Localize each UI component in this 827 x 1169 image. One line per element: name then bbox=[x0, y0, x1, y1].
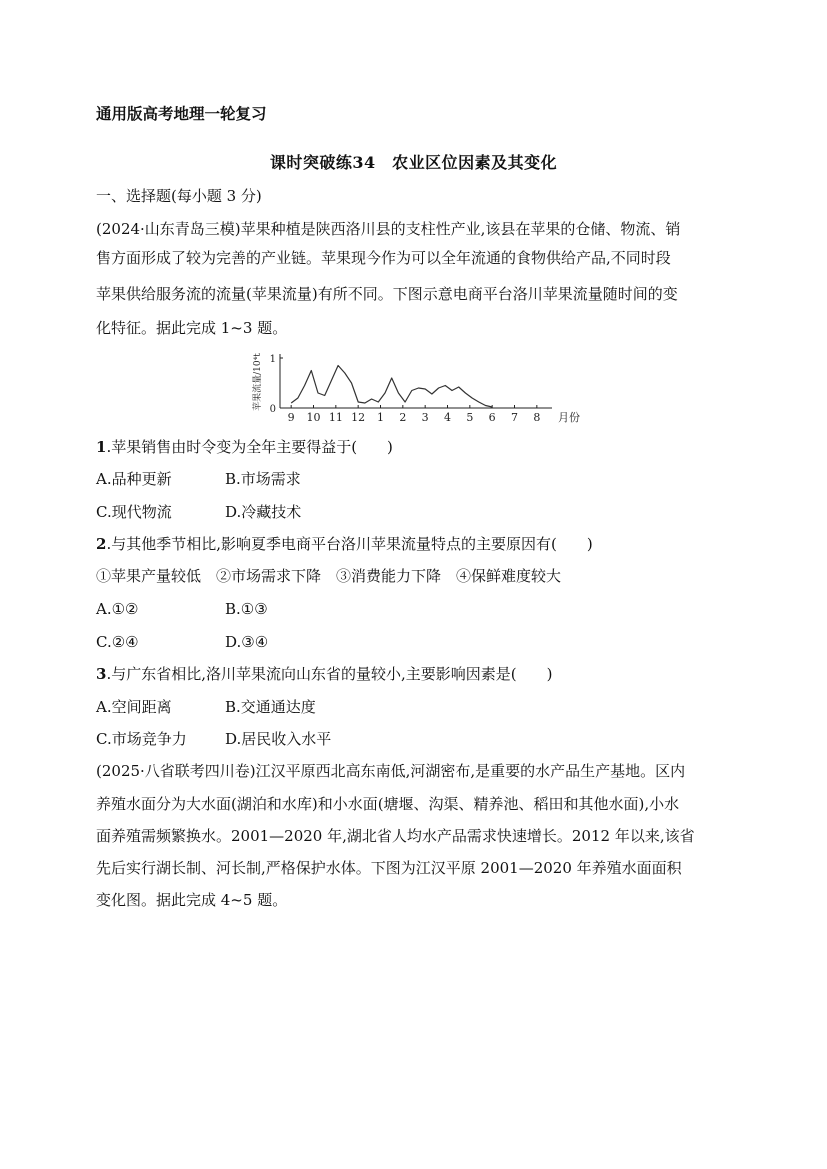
x-tick-label: 2 bbox=[399, 411, 407, 424]
passage2-line: 先后实行湖长制、河长制,严格保护水体。下图为江汉平原 2001—2020 年养殖水面面积 bbox=[96, 859, 682, 877]
question-stem: .与广东省相比,洛川苹果流向山东省的量较小,主要影响因素是( ) bbox=[106, 665, 553, 683]
question-number: 2 bbox=[96, 535, 107, 553]
x-tick-label: 10 bbox=[306, 411, 321, 424]
question-1 bbox=[96, 437, 393, 457]
passage1-line: 苹果供给服务流的流量(苹果流量)有所不同。下图示意电商平台洛川苹果流量随时间的变 bbox=[96, 285, 678, 303]
option-c: C.②④ bbox=[96, 633, 139, 651]
question-3 bbox=[96, 664, 552, 684]
x-axis-label: 月份 bbox=[558, 411, 580, 424]
passage1-line: (2024·山东青岛三模)苹果种植是陕西洛川县的支柱性产业,该县在苹果的仓储、物流、销 bbox=[96, 220, 681, 238]
y-tick-label: 1 bbox=[269, 354, 276, 365]
y-axis-label: 苹果流量/10⁴t bbox=[253, 353, 263, 411]
series-line bbox=[291, 366, 492, 408]
x-tick-label: 11 bbox=[328, 411, 343, 424]
question-2 bbox=[96, 534, 593, 554]
option-b: B.①③ bbox=[225, 600, 268, 618]
option-a: A.品种更新 bbox=[96, 470, 172, 488]
x-tick-label: 7 bbox=[511, 411, 518, 424]
question-stem: .与其他季节相比,影响夏季电商平台洛川苹果流量特点的主要原因有( ) bbox=[106, 535, 593, 553]
x-tick-label: 12 bbox=[351, 411, 366, 424]
passage2-line: 养殖水面分为大水面(湖泊和水库)和小水面(塘堰、沟渠、精养池、稻田和其他水面),小水 bbox=[96, 795, 680, 813]
passage2-line: (2025·八省联考四川卷)江汉平原西北高东南低,河湖密布,是重要的水产品生产基地。区内 bbox=[96, 762, 686, 780]
option-d: D.冷藏技术 bbox=[225, 503, 302, 521]
question-number: 3 bbox=[96, 665, 107, 683]
option-c: C.市场竞争力 bbox=[96, 730, 187, 748]
passage1-line: 售方面形成了较为完善的产业链。苹果现今作为可以全年流通的食物供给产品,不同时段 bbox=[96, 249, 671, 267]
apple-flow-chart bbox=[250, 350, 580, 430]
option-c: C.现代物流 bbox=[96, 503, 172, 521]
option-a: A.空间距离 bbox=[96, 698, 172, 716]
option-b: B.市场需求 bbox=[225, 470, 301, 488]
option-b: B.交通通达度 bbox=[225, 698, 316, 716]
page-title: 课时突破练34 农业区位因素及其变化 bbox=[269, 153, 558, 172]
question-2-items: ①苹果产量较低 ②市场需求下降 ③消费能力下降 ④保鲜难度较大 bbox=[96, 567, 562, 585]
x-tick-label: 3 bbox=[421, 411, 429, 424]
option-d: D.③④ bbox=[225, 633, 269, 651]
x-tick-label: 6 bbox=[488, 411, 496, 424]
passage2-line: 变化图。据此完成 4~5 题。 bbox=[96, 891, 288, 909]
x-tick-label: 9 bbox=[287, 411, 295, 424]
x-tick-label: 5 bbox=[466, 411, 474, 424]
section-heading: 一、选择题(每小题 3 分) bbox=[96, 187, 262, 205]
y-tick-label: 0 bbox=[269, 404, 276, 415]
passage1-line: 化特征。据此完成 1~3 题。 bbox=[96, 319, 288, 337]
question-number: 1 bbox=[96, 438, 107, 456]
question-stem: .苹果销售由时令变为全年主要得益于( ) bbox=[106, 438, 393, 456]
x-tick-label: 4 bbox=[444, 411, 451, 424]
x-tick-label: 1 bbox=[377, 411, 384, 424]
option-a: A.①② bbox=[96, 600, 139, 618]
passage2-line: 面养殖需频繁换水。2001—2020 年,湖北省人均水产品需求快速增长。2012 年以来,该省 bbox=[96, 827, 695, 845]
option-d: D.居民收入水平 bbox=[225, 730, 332, 748]
x-tick-label: 8 bbox=[533, 411, 541, 424]
series-title: 通用版高考地理一轮复习 bbox=[96, 104, 267, 123]
